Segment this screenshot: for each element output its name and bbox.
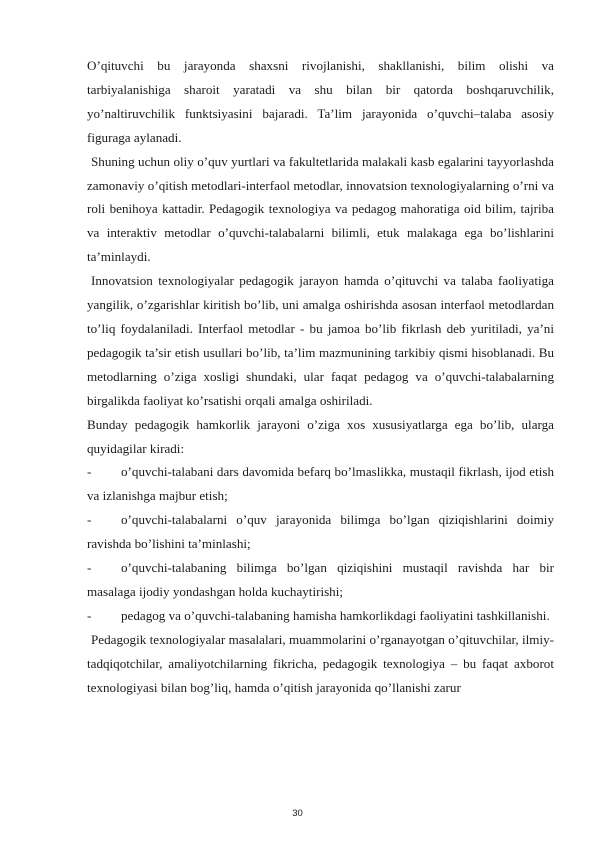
list-item-text: o’quvchi-talabalarni o’quv jarayonida bilimga bo’lgan qiziqishlarini doimiy ravishda bo’lishini ta’minlashi;	[87, 512, 554, 552]
list-marker: -	[87, 512, 92, 528]
list-item	[87, 460, 554, 508]
list-marker: -	[87, 607, 92, 623]
list-item-text: pedagog va o’quvchi-talabaning hamisha hamkorlikdagi faoliyatini tashkillanishi.	[121, 607, 550, 623]
paragraph-1: O’qituvchi bu jarayonda shaxsni rivojlanishi, shakllanishi, bilim olishi va tarbiyalanishiga sharoit yaratadi va shu bilan bir qatorda boshqaruvchilik, yo’naltiruvchilik funktsiyasini bajaradi. Ta’lim jarayonida o’quvchi–talaba asosiy figuraga aylanadi.	[87, 58, 554, 145]
paragraph-3: Innovatsion texnologiyalar pedagogik jarayon hamda o’qituvchi va talaba faoliyatiga yangilik, o’zgarishlar kiritish bo’lib, uni amalga oshirishda asosan interfaol metodlardan to’liq foydalaniladi. Interfaol metodlar - bu jamoa bo’lib fikrlash deb yuritiladi, ya’ni pedagogik ta’sir etish usullari bo’lib, ta’lim mazmunining tarkibiy qismi hisoblanadi. Bu metodlarning o’ziga xosligi shundaki, ular faqat pedagog va o’quvchi-talabalarning birgalikda faoliyat ko’rsatishi orqali amalga oshiriladi.	[87, 273, 554, 408]
closing-paragraph: Pedagogik texnologiyalar masalalari, muammolarini o’rganayotgan o’qituvchilar, ilmiy-tadqiqotchilar, amaliyotchilarning fikricha, pedagogik texnologiya – bu faqat axborot texnologiyasi bilan bog’liq, hamda o’qitish jarayonida qo’llanishi zarur	[87, 631, 554, 695]
list-item	[87, 508, 554, 556]
list-item	[87, 604, 554, 628]
list-marker: -	[87, 560, 92, 576]
bullet-list	[87, 460, 554, 627]
list-item-text: o’quvchi-talabani dars davomida befarq bo’lmaslikka, mustaqil fikrlash, ijod etish va izlanishga majbur etish;	[87, 464, 554, 504]
paragraph-4: Bunday pedagogik hamkorlik jarayoni o’ziga xos xususiyatlarga ega bo’lib, ularga quyidagilar kiradi:	[87, 416, 554, 456]
list-marker: -	[87, 464, 92, 480]
document-page	[87, 54, 554, 699]
list-item-text: o’quvchi-talabaning bilimga bo’lgan qiziqishini mustaqil ravishda har bir masalaga ijodiy yondashgan holda kuchaytirishi;	[87, 560, 554, 599]
paragraph-2: Shuning uchun oliy o’quv yurtlari va fakultetlarida malakali kasb egalarini tayyorlashda zamonaviy o’qitish metodlari-interfaol metodlar, innovatsion texnologiyalarning o’rni va roli benihoya kattadir. Pedagogik texnologiya va pedagog mahoratiga oid bilim, tajriba va interaktiv metodlar o’quvchi-talabalarni bilimli, etuk malakaga ega bo’lishlarini ta’minlaydi.	[87, 153, 554, 265]
list-item	[87, 556, 554, 604]
page-number: 30	[292, 808, 303, 819]
